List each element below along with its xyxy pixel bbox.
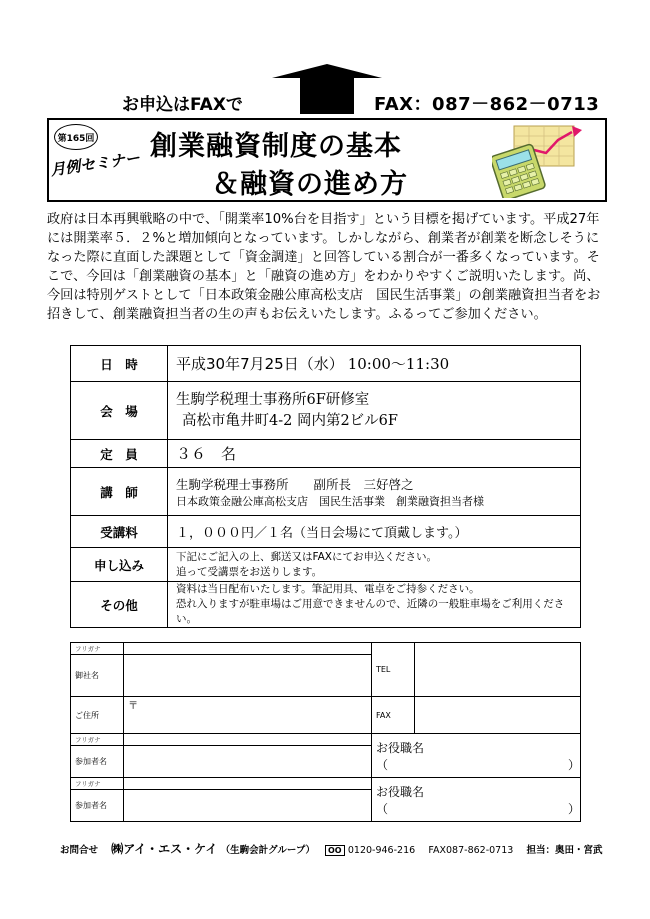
- column-sizer: [71, 822, 581, 823]
- phone-number: 0120-946-216: [347, 845, 416, 856]
- capacity-label: 定 員: [71, 440, 168, 468]
- participant1-role-field[interactable]: お役職名（ ）: [371, 734, 580, 778]
- company-label: 御社名: [71, 655, 124, 697]
- venue-label: 会 場: [71, 382, 168, 440]
- participant1-label: 参加者名: [71, 746, 124, 778]
- lecturer-line2: 日本政策金融公庫高松支店 国民生活事業 創業融資担当者様: [176, 494, 484, 508]
- postal-mark: 〒: [128, 701, 139, 712]
- fee-row: [71, 516, 581, 548]
- lecturer-row: [71, 468, 581, 516]
- intro-paragraph: 政府は日本再興戦略の中で、「開業率10%台を目指す」という目標を掲げています。平成27年には開業率５．２%と増加傾向となっています。しかしながら、創業者が創業を断念しそうになった際に直面した課題として「資金調達」と回答している割合が一番多くなっています。そこで、今回は「創業融資の基本」と「融資の進め方」をわかりやすくご説明いたします。尚、今回は特別ゲストとして「日本政策金融公庫高松支店 国民生活事業」の創業融資担当者をお招きして、創業融資担当者の生の声もお伝えいたします。ふるってご参加ください。: [47, 212, 601, 322]
- application-label: 申し込み: [71, 548, 168, 582]
- datetime-label: 日 時: [71, 346, 168, 382]
- participant2-label: 参加者名: [71, 790, 124, 822]
- company-furigana-field[interactable]: [124, 643, 372, 655]
- datetime-row: [71, 346, 581, 382]
- capacity-row: [71, 440, 581, 468]
- other-value: [168, 582, 581, 628]
- furigana-label: フリガナ: [71, 734, 124, 746]
- application-line2: 追って受講票をお送りします。: [176, 565, 323, 578]
- fee-value: １，０００円／１名（当日会場にて頂戴します。）: [168, 516, 581, 548]
- address-label: ご住所: [71, 697, 124, 734]
- application-value: [168, 548, 581, 582]
- address-field[interactable]: [124, 697, 372, 734]
- lecturer-value: [168, 468, 581, 516]
- application-row: [71, 548, 581, 582]
- tel-label: TEL: [371, 643, 414, 697]
- company-group: （生駒会計グループ）: [220, 845, 315, 856]
- free-dial-icon: OO: [325, 845, 345, 856]
- other-line2: 恐れ入りますが駐車場はご用意できませんので、近隣の一般駐車場をご利用ください。: [176, 598, 565, 625]
- participant1-field[interactable]: [124, 746, 372, 778]
- lecturer-line1: 生駒学税理士事務所 副所長 三好啓之: [176, 476, 414, 492]
- seminar-info-table: [70, 345, 581, 628]
- company-furigana-row: [71, 643, 581, 655]
- tel-field[interactable]: [414, 643, 580, 697]
- participant1-furigana-row: [71, 734, 581, 746]
- furigana-label: フリガナ: [71, 643, 124, 655]
- lecturer-label: 講 師: [71, 468, 168, 516]
- arrow-up-icon: [272, 64, 382, 114]
- calculator-chart-icon: [492, 122, 592, 198]
- time-value: 10:00～11:30: [347, 355, 450, 373]
- address-row: [71, 697, 581, 734]
- series-logo: 月例セミナー: [49, 148, 141, 180]
- fee-label: 受講料: [71, 516, 168, 548]
- staff-names: 担当：奥田・宮武: [526, 845, 603, 856]
- fax-label: FAX: [371, 697, 414, 734]
- participant2-role-field[interactable]: お役職名（ ）: [371, 778, 580, 822]
- seminar-title-line1: 創業融資制度の基本: [150, 131, 402, 162]
- session-badge: 第165回: [54, 124, 98, 150]
- other-line1: 資料は当日配布いたします。筆記用具、電卓をご持参ください。: [176, 583, 480, 595]
- contact-label: お問合せ: [60, 845, 99, 856]
- venue-name: 生駒学税理士事務所6F研修室: [176, 391, 370, 408]
- application-line1: 下記にご記入の上、郵送又はFAXにてお申込ください。: [176, 550, 437, 563]
- participant2-field[interactable]: [124, 790, 372, 822]
- participant1-furigana-field[interactable]: [124, 734, 372, 746]
- fax-field[interactable]: [414, 697, 580, 734]
- company-name: ㈱アイ・エス・ケイ: [111, 842, 218, 856]
- participant2-furigana-field[interactable]: [124, 778, 372, 790]
- contact-footer: [60, 840, 603, 857]
- application-form: [70, 642, 581, 822]
- seminar-title-line2: ＆融資の進め方: [212, 169, 408, 200]
- footer-fax: FAX087-862-0713: [428, 845, 514, 856]
- venue-address: 高松市亀井町4-2 岡内第2ビル6F: [182, 412, 398, 429]
- capacity-value: ３６ 名: [168, 440, 581, 468]
- participant2-furigana-row: [71, 778, 581, 790]
- venue-row: [71, 382, 581, 440]
- furigana-label: フリガナ: [71, 778, 124, 790]
- fax-apply-notice: お申込はFAXで: [122, 95, 243, 115]
- fax-number: FAX：087－862－0713: [374, 94, 600, 115]
- venue-value: [168, 382, 581, 440]
- other-label: その他: [71, 582, 168, 628]
- other-row: [71, 582, 581, 628]
- datetime-value: [168, 346, 581, 382]
- date-value: 平成30年7月25日（水）: [176, 355, 344, 373]
- company-field[interactable]: [124, 655, 372, 697]
